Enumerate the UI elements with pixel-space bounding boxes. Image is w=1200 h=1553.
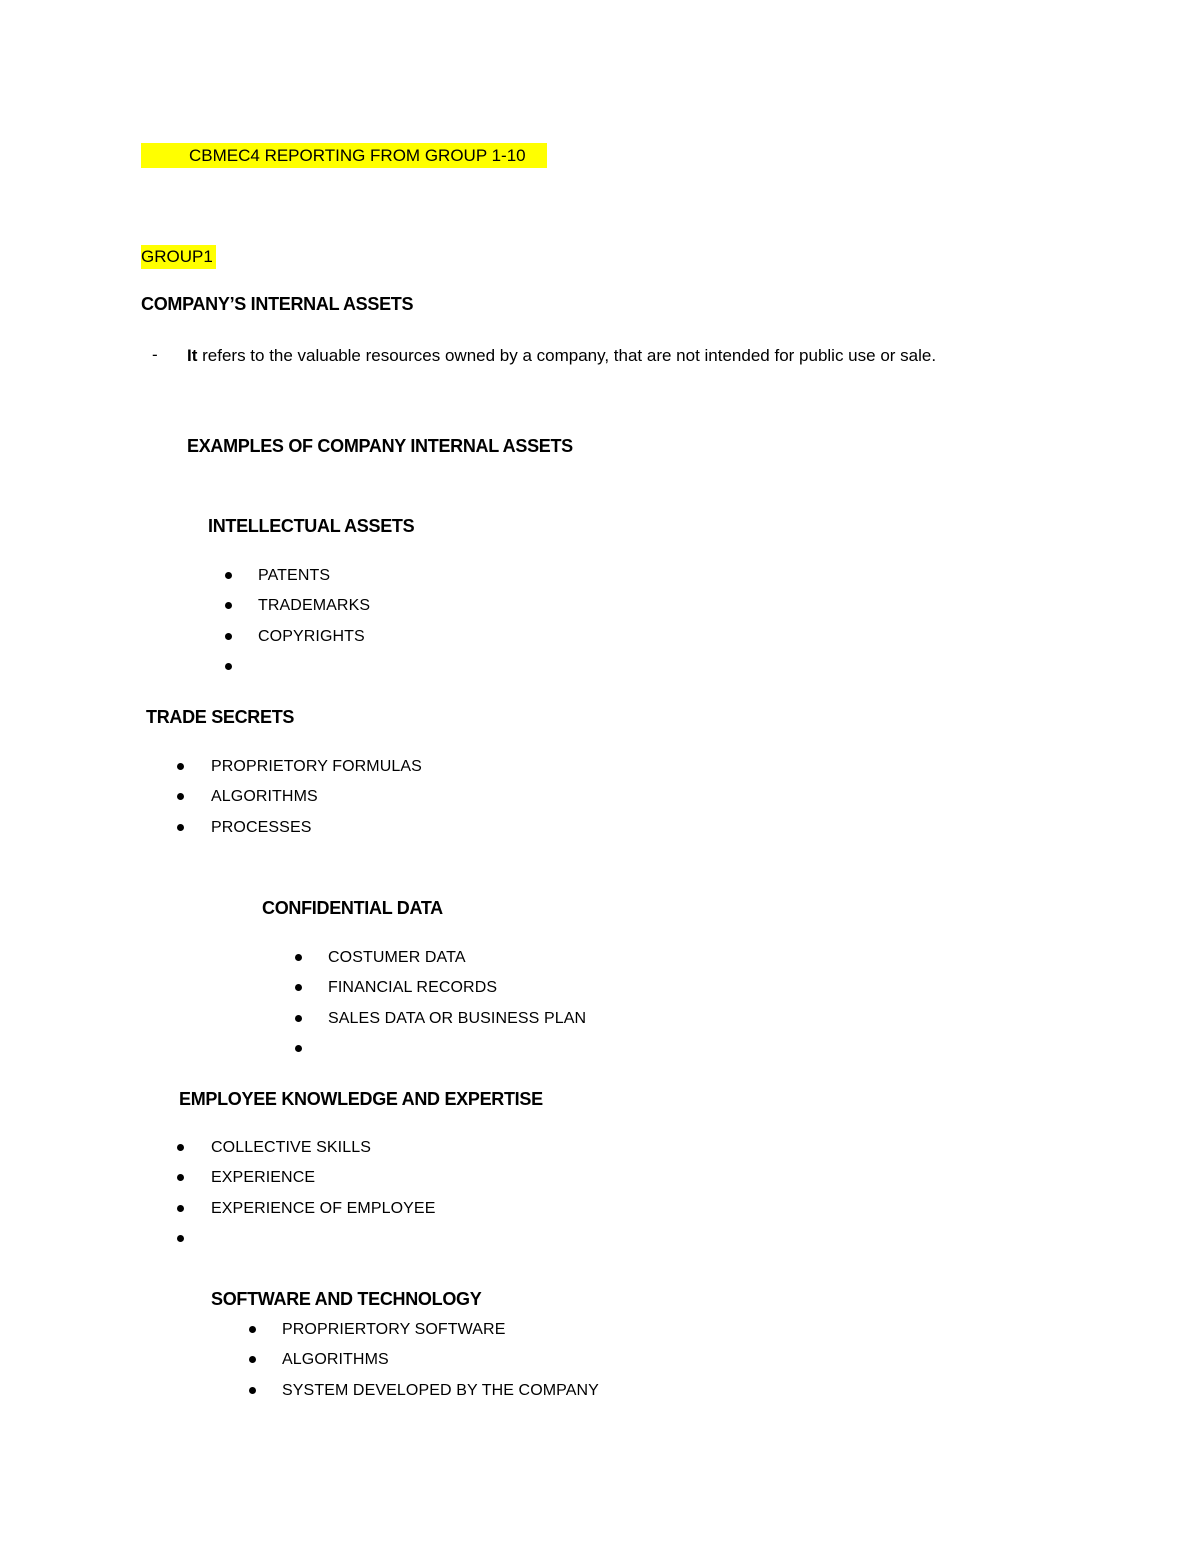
bullet-icon bbox=[295, 1015, 302, 1022]
bullet-icon bbox=[177, 1235, 184, 1242]
list-item: SALES DATA OR BUSINESS PLAN bbox=[328, 1010, 587, 1027]
bullet-icon bbox=[249, 1387, 256, 1394]
definition-rest: refers to the valuable resources owned by a company, that are not intended for public use or sale. bbox=[197, 346, 937, 365]
bullet-icon bbox=[177, 1174, 184, 1181]
bullet-icon bbox=[225, 663, 232, 670]
list-item: EXPERIENCE OF EMPLOYEE bbox=[211, 1200, 436, 1217]
section-heading-software-technology: SOFTWARE AND TECHNOLOGY bbox=[211, 1289, 482, 1309]
list-item: PROPRIETORY FORMULAS bbox=[211, 758, 422, 775]
list-item: EXPERIENCE bbox=[211, 1169, 316, 1186]
list-item: ALGORITHMS bbox=[211, 788, 318, 805]
definition-dash: - bbox=[152, 345, 158, 364]
bullet-icon bbox=[177, 793, 184, 800]
definition-paragraph bbox=[187, 340, 1047, 371]
definition-lead: It bbox=[187, 346, 198, 365]
document-title: CBMEC4 REPORTING FROM GROUP 1-10 bbox=[141, 143, 547, 168]
list-item: PROCESSES bbox=[211, 819, 312, 836]
bullet-icon bbox=[225, 572, 232, 579]
list-item: TRADEMARKS bbox=[258, 597, 371, 614]
bullet-icon bbox=[295, 954, 302, 961]
list-item: COPYRIGHTS bbox=[258, 628, 365, 645]
section-heading-confidential-data: CONFIDENTIAL DATA bbox=[262, 898, 443, 918]
examples-heading: EXAMPLES OF COMPANY INTERNAL ASSETS bbox=[187, 436, 573, 456]
list-item: PATENTS bbox=[258, 567, 331, 584]
bullet-icon bbox=[177, 824, 184, 831]
bullet-icon bbox=[177, 1144, 184, 1151]
bullet-icon bbox=[295, 984, 302, 991]
section-heading-trade-secrets: TRADE SECRETS bbox=[146, 707, 295, 727]
list-item: COSTUMER DATA bbox=[328, 949, 466, 966]
main-heading: COMPANY’S INTERNAL ASSETS bbox=[141, 294, 414, 314]
section-heading-employee-knowledge: EMPLOYEE KNOWLEDGE AND EXPERTISE bbox=[179, 1089, 543, 1109]
bullet-icon bbox=[225, 633, 232, 640]
bullet-icon bbox=[295, 1045, 302, 1052]
list-item: PROPRIERTORY SOFTWARE bbox=[282, 1321, 506, 1338]
list-item: FINANCIAL RECORDS bbox=[328, 979, 498, 996]
list-item: COLLECTIVE SKILLS bbox=[211, 1139, 371, 1156]
bullet-icon bbox=[225, 602, 232, 609]
bullet-icon bbox=[177, 1205, 184, 1212]
bullet-icon bbox=[177, 763, 184, 770]
bullet-icon bbox=[249, 1356, 256, 1363]
group-label: GROUP1 bbox=[141, 245, 216, 269]
bullet-icon bbox=[249, 1326, 256, 1333]
list-item: ALGORITHMS bbox=[282, 1351, 389, 1368]
list-item: SYSTEM DEVELOPED BY THE COMPANY bbox=[282, 1382, 599, 1399]
section-heading-intellectual-assets: INTELLECTUAL ASSETS bbox=[208, 516, 415, 536]
